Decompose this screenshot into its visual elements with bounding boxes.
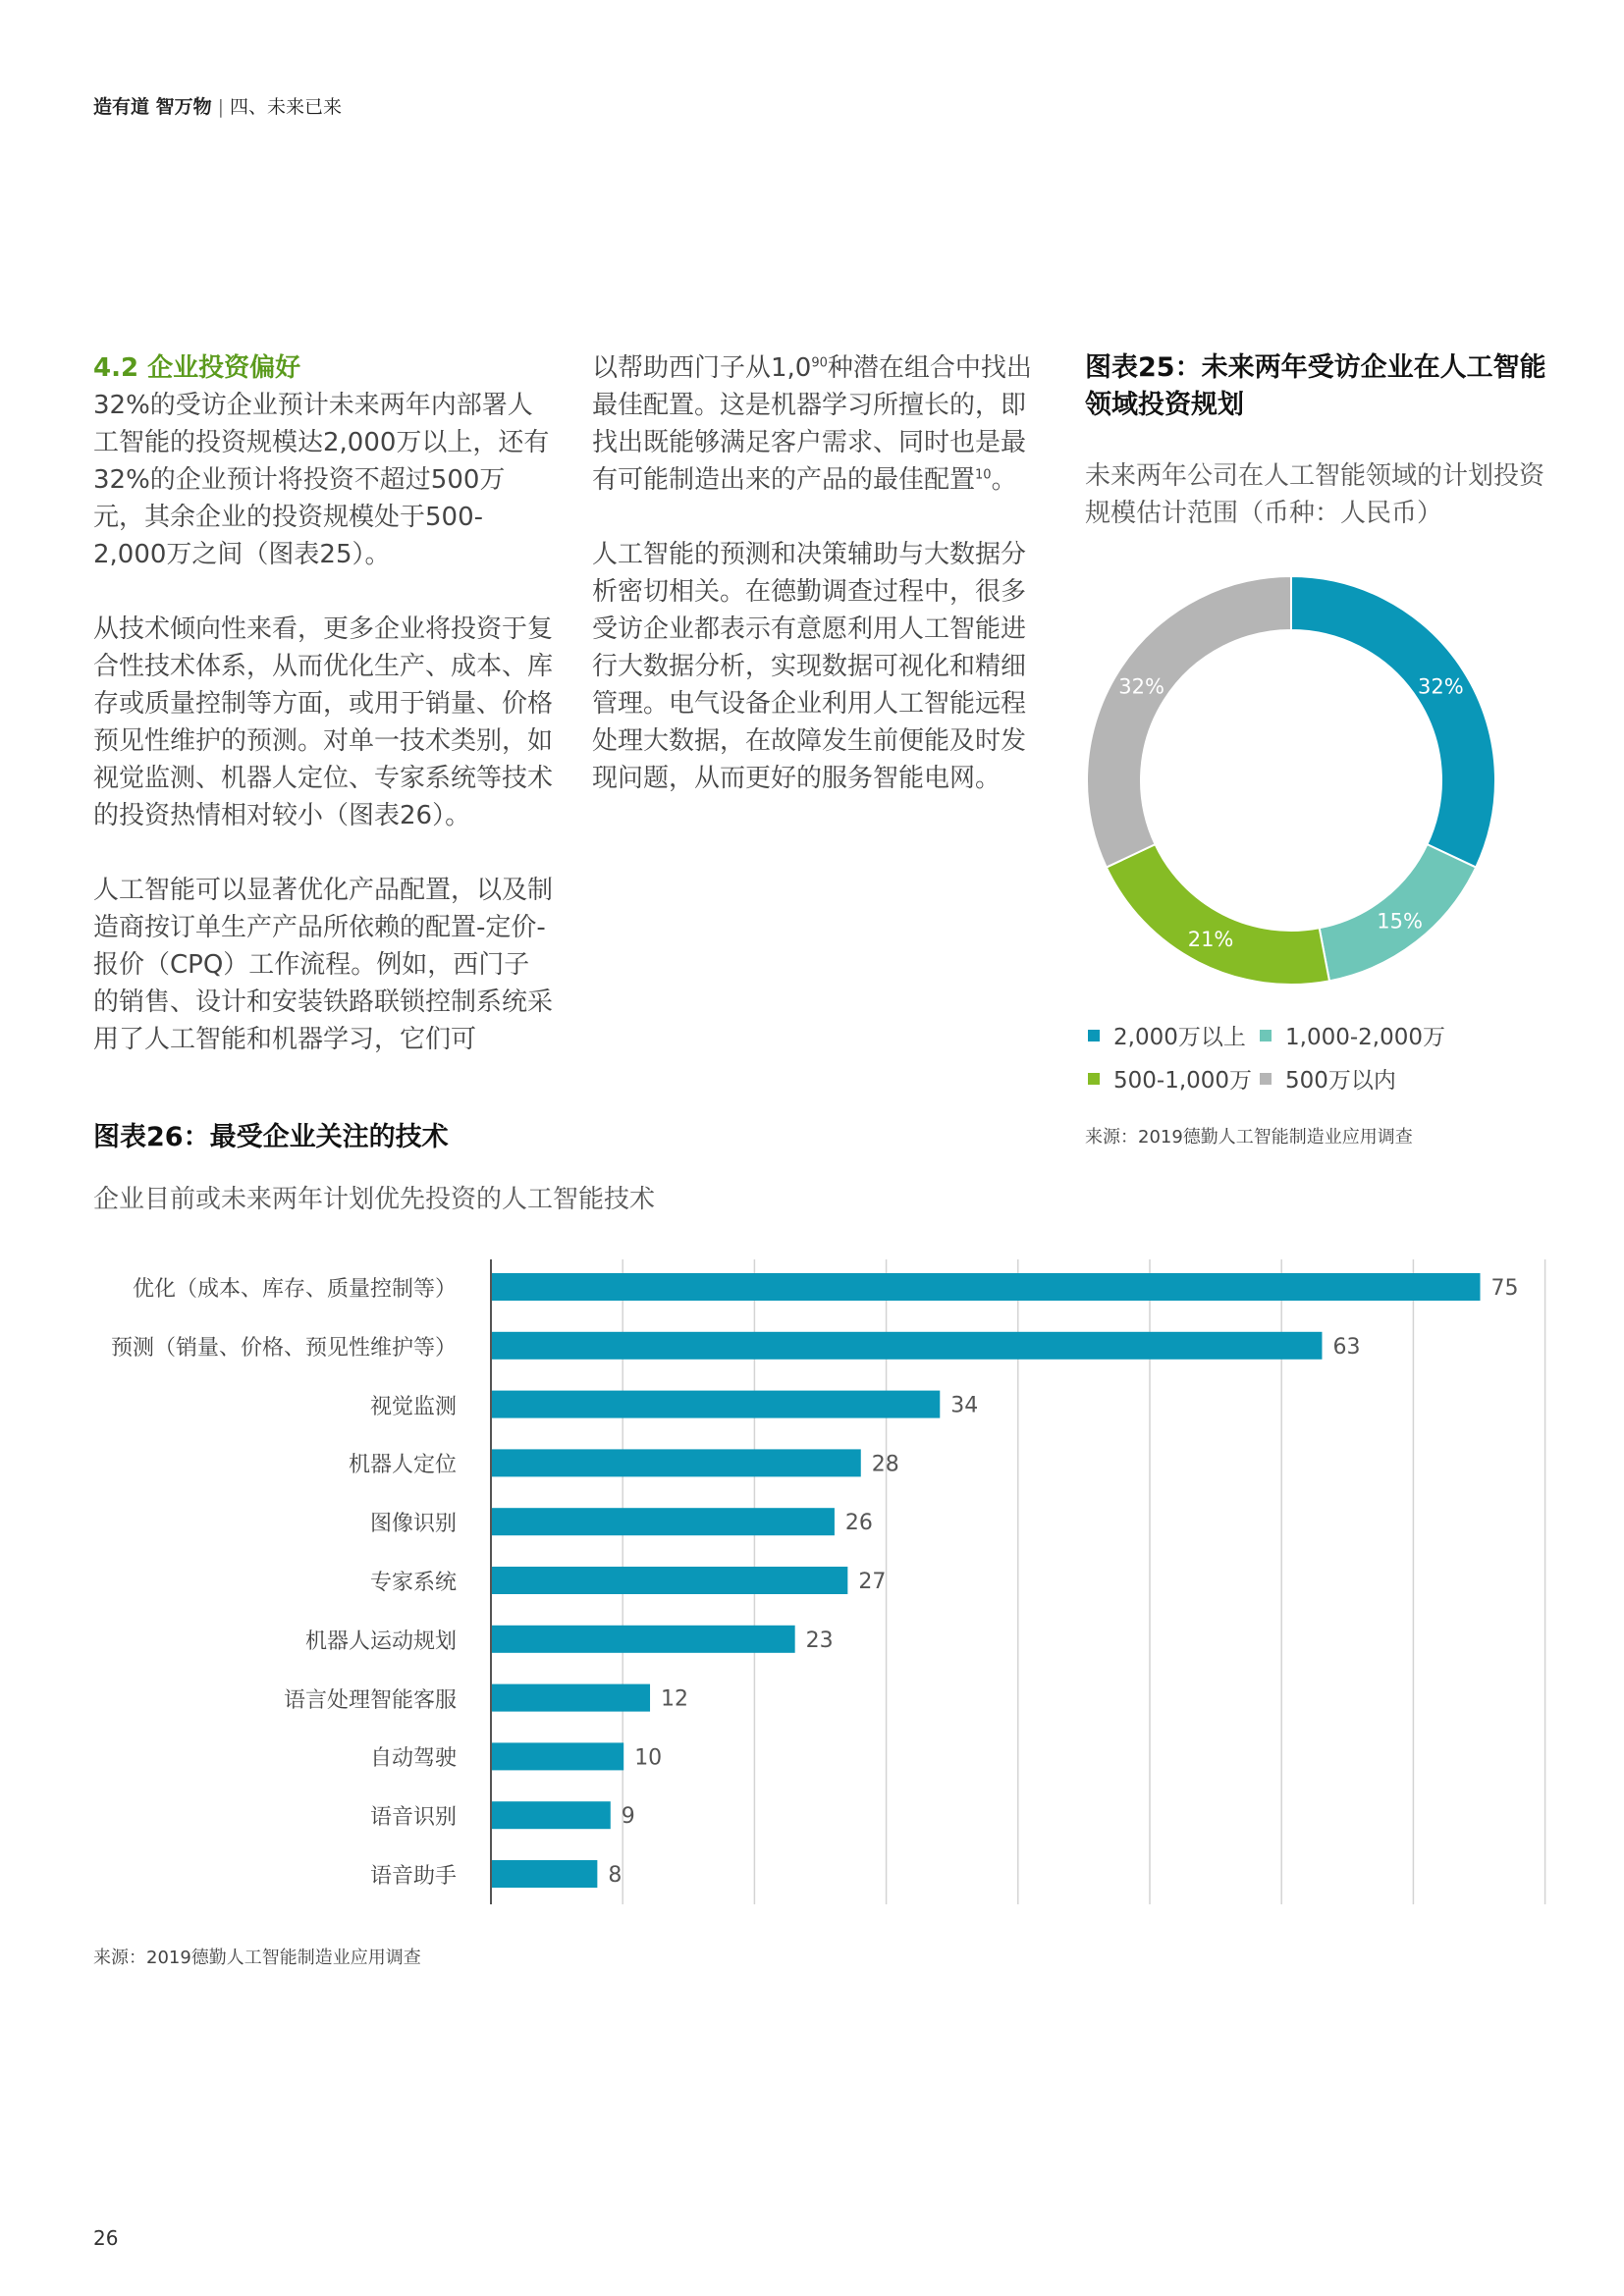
bar-value-1: 75 <box>1490 1276 1519 1301</box>
bar-category-label-7: 机器人运动规划 <box>304 1629 457 1654</box>
header-brand: 造有道 智万物 <box>93 96 212 118</box>
bar-3 <box>492 1391 940 1418</box>
header-separator: | <box>217 96 225 118</box>
bar-category-label-11: 语音助手 <box>369 1864 457 1889</box>
bar-category-label-10: 语音识别 <box>369 1805 457 1831</box>
donut-label-1: 32% <box>1418 674 1464 699</box>
bar-8 <box>492 1684 650 1712</box>
donut-label-4: 32% <box>1118 674 1164 699</box>
figure25-title: 图表25：未来两年受访企业在人工智能领域投资规划 <box>1085 352 1546 420</box>
bar-category-label-6: 专家系统 <box>369 1571 457 1595</box>
header-section: 四、未来已来 <box>230 96 343 118</box>
bar-7 <box>492 1626 795 1653</box>
bar-category-label-8: 语言处理智能客服 <box>283 1687 457 1713</box>
bar-category-label-2: 预测（销量、价格、预见性维护等） <box>110 1335 457 1361</box>
paragraph-4-b: 种潜在组合中找出最佳配置。这是机器学习所擅长的，即找出既能够满足客户需求、同时也是最有可能制造出来的产品的最佳配置 <box>592 353 1032 495</box>
figure26-source: 来源：2019德勤人工智能制造业应用调查 <box>93 1948 421 1968</box>
bar-value-3: 34 <box>950 1393 979 1418</box>
donut-label-3: 21% <box>1187 927 1234 951</box>
bar-value-8: 12 <box>661 1686 689 1712</box>
bar-11 <box>492 1860 597 1888</box>
paragraph-4-sup: 90 <box>811 355 828 371</box>
figure26-title: 图表26：最受企业关注的技术 <box>93 1122 449 1152</box>
bar-value-11: 8 <box>608 1863 623 1888</box>
bar-1 <box>492 1273 1481 1301</box>
legend-label-3: 500-1,000万 <box>1113 1068 1253 1094</box>
legend-label-2: 1,000-2,000万 <box>1285 1025 1445 1050</box>
bar-9 <box>492 1742 623 1770</box>
bar-2 <box>492 1332 1322 1360</box>
bar-value-7: 23 <box>805 1628 834 1653</box>
paragraph-4-a: 以帮助西门子从1,0 <box>592 353 812 383</box>
bar-value-4: 28 <box>871 1452 899 1477</box>
bar-value-9: 10 <box>634 1745 663 1771</box>
footnote-ref: 10 <box>975 467 992 483</box>
bar-6 <box>492 1567 847 1594</box>
page-number: 26 <box>93 2226 119 2250</box>
bar-category-label-4: 机器人定位 <box>348 1453 457 1478</box>
bar-value-2: 63 <box>1332 1334 1361 1360</box>
figure26-subtitle: 企业目前或未来两年计划优先投资的人工智能技术 <box>93 1185 656 1214</box>
bar-category-label-5: 图像识别 <box>369 1512 457 1537</box>
legend-label-1: 2,000万以上 <box>1113 1025 1246 1050</box>
bar-category-label-1: 优化（成本、库存、质量控制等） <box>132 1277 457 1302</box>
paragraph-2: 从技术倾向性来看，更多企业将投资于复合性技术体系，从而优化生产、成本、库存或质量控制等方面，或用于销量、价格预见性维护的预测。对单一技术类别，如视觉监测、机器人定位、专家系统等技术的投资热情相对较小（图表26）。 <box>93 614 554 830</box>
paragraph-1: 32%的受访企业预计未来两年内部署人工智能的投资规模达2,000万以上，还有32%的企业预计将投资不超过500万元，其余企业的投资规模处于500-2,000万之间（图表25）。 <box>93 391 550 569</box>
paragraph-4-end: 。 <box>991 465 1017 495</box>
bar-value-6: 27 <box>858 1570 887 1594</box>
section-title: 4.2 企业投资偏好 <box>93 353 301 383</box>
bar-4 <box>492 1449 861 1476</box>
legend-label-4: 500万以内 <box>1285 1068 1396 1094</box>
bar-5 <box>492 1508 835 1535</box>
donut-label-2: 15% <box>1377 909 1423 934</box>
bar-category-label-3: 视觉监测 <box>369 1394 457 1419</box>
bar-10 <box>492 1801 611 1829</box>
paragraph-3: 人工智能可以显著优化产品配置，以及制造商按订单生产产品所依赖的配置-定价-报价（CPQ）工作流程。例如，西门子的销售、设计和安装铁路联锁控制系统采用了人工智能和机器学习，它们可 <box>93 876 554 1054</box>
bar-value-10: 9 <box>621 1804 635 1830</box>
bar-value-5: 26 <box>844 1511 873 1536</box>
figure25-subtitle: 未来两年公司在人工智能领域的计划投资规模估计范围（币种：人民币） <box>1085 461 1545 528</box>
figure25-source: 来源：2019德勤人工智能制造业应用调查 <box>1085 1127 1413 1148</box>
bar-category-label-9: 自动驾驶 <box>369 1746 457 1772</box>
paragraph-5: 人工智能的预测和决策辅助与大数据分析密切相关。在德勤调查过程中，很多受访企业都表示有意愿利用人工智能进行大数据分析，实现数据可视化和精细管理。电气设备企业利用人工智能远程处理大数据，在故障发生前便能及时发现问题，从而更好的服务智能电网。 <box>592 540 1027 793</box>
